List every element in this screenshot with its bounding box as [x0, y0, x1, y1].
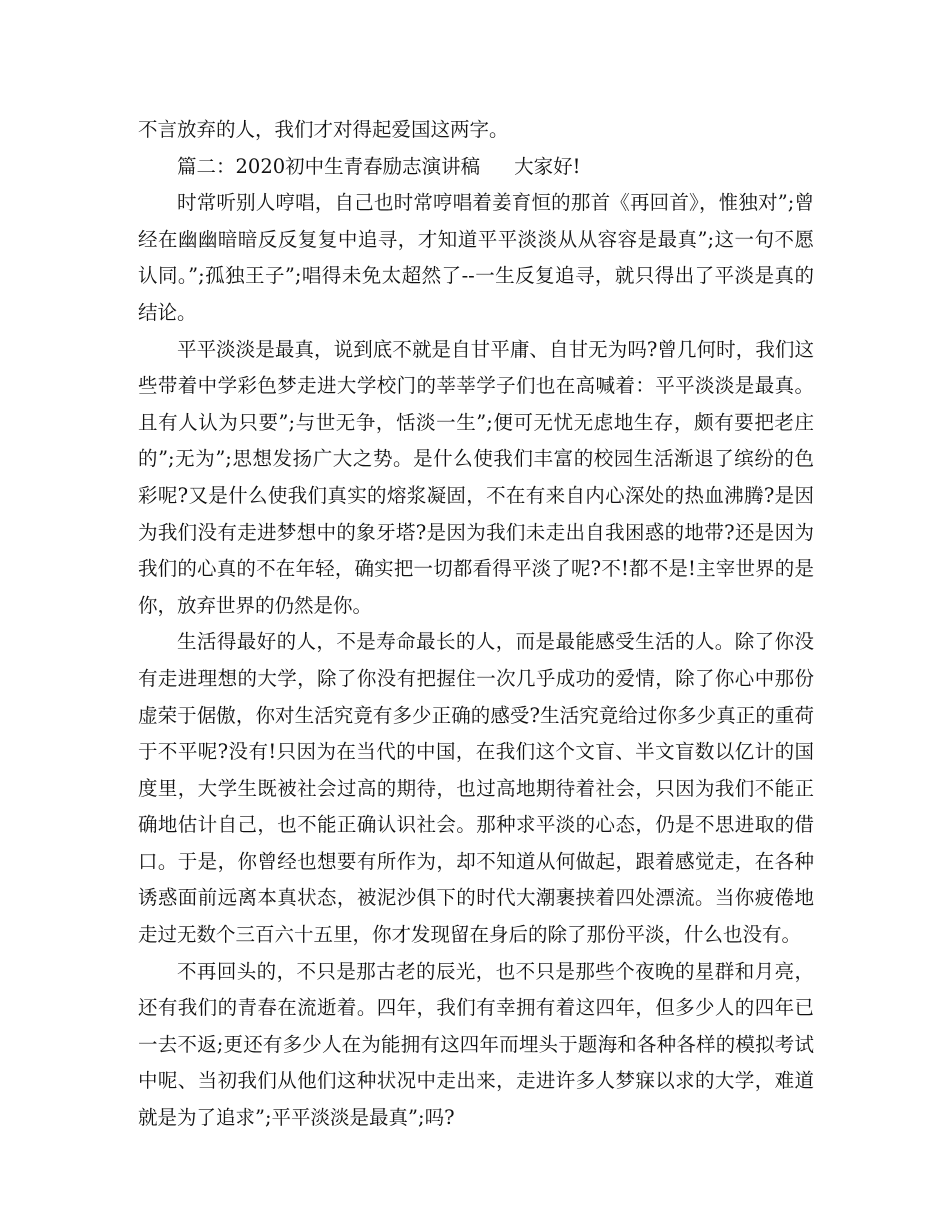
section-title: 篇二：2020初中生青春励志演讲稿 — [177, 154, 481, 178]
greeting: 大家好! — [514, 154, 581, 178]
document-body — [138, 112, 814, 1137]
body-paragraph: 生活得最好的人，不是寿命最长的人，而是最能感受生活的人。除了你没有走进理想的大学，除了你没有把握住一次几乎成功的爱情，除了你心中那份虚荣于倨傲，你对生活究竟有多少正确的感受?生活究竟给过你多少真正的重荷于不平呢?没有!只因为在当代的中国，在我们这个文盲、半文盲数以亿计的国度里，大学生既被社会过高的期待，也过高地期待着社会，只因为我们不能正确地估计自己，也不能正确认识社会。那种求平淡的心态，仍是不思进取的借口。于是，你曾经也想要有所作为，却不知道从何做起，跟着感觉走，在各种诱惑面前远离本真状态，被泥沙俱下的时代大潮裹挟着四处漂流。当你疲倦地走过无数个三百六十五里，你才发现留在身后的除了那份平淡，什么也没有。 — [138, 630, 814, 947]
body-paragraph: 不再回头的，不只是那古老的辰光，也不只是那些个夜晚的星群和月亮，还有我们的青春在流逝着。四年，我们有幸拥有着这四年，但多少人的四年已一去不返;更还有多少人在为能拥有这四年而埋头于题海和各种各样的模拟考试中呢、当初我们从他们这种状况中走出来，走进许多人梦寐以求的大学，难道就是为了追求”;平平淡淡是最真”;吗? — [138, 959, 814, 1130]
body-paragraph: 时常听别人哼唱，自己也时常哼唱着姜育恒的那首《再回首》，惟独对”;曾经在幽幽暗暗反反复复中追寻，才知道平平淡淡从从容容是最真”;这一句不愿认同。”;孤独王子”;唱得未免太超然了--一生反复追寻，就只得出了平淡是真的结论。 — [138, 191, 814, 324]
section-heading-line — [138, 149, 814, 186]
body-paragraph: 平平淡淡是最真，说到底不就是自甘平庸、自甘无为吗?曾几何时，我们这些带着中学彩色梦走进大学校门的莘莘学子们也在高喊着：平平淡淡是最真。且有人认为只要”;与世无争，恬淡一生”;便可无忧无虑地生存，颇有要把老庄的”;无为”;思想发扬广大之势。是什么使我们丰富的校园生活渐退了缤纷的色彩呢?又是什么使我们真实的熔浆凝固，不在有来自内心深处的热血沸腾?是因为我们没有走进梦想中的象牙塔?是因为我们未走出自我困惑的地带?还是因为我们的心真的不在年轻，确实把一切都看得平淡了呢?不!都不是!主宰世界的是你，放弃世界的仍然是你。 — [138, 337, 814, 617]
continuation-paragraph: 不言放弃的人，我们才对得起爱国这两字。 — [138, 118, 509, 141]
